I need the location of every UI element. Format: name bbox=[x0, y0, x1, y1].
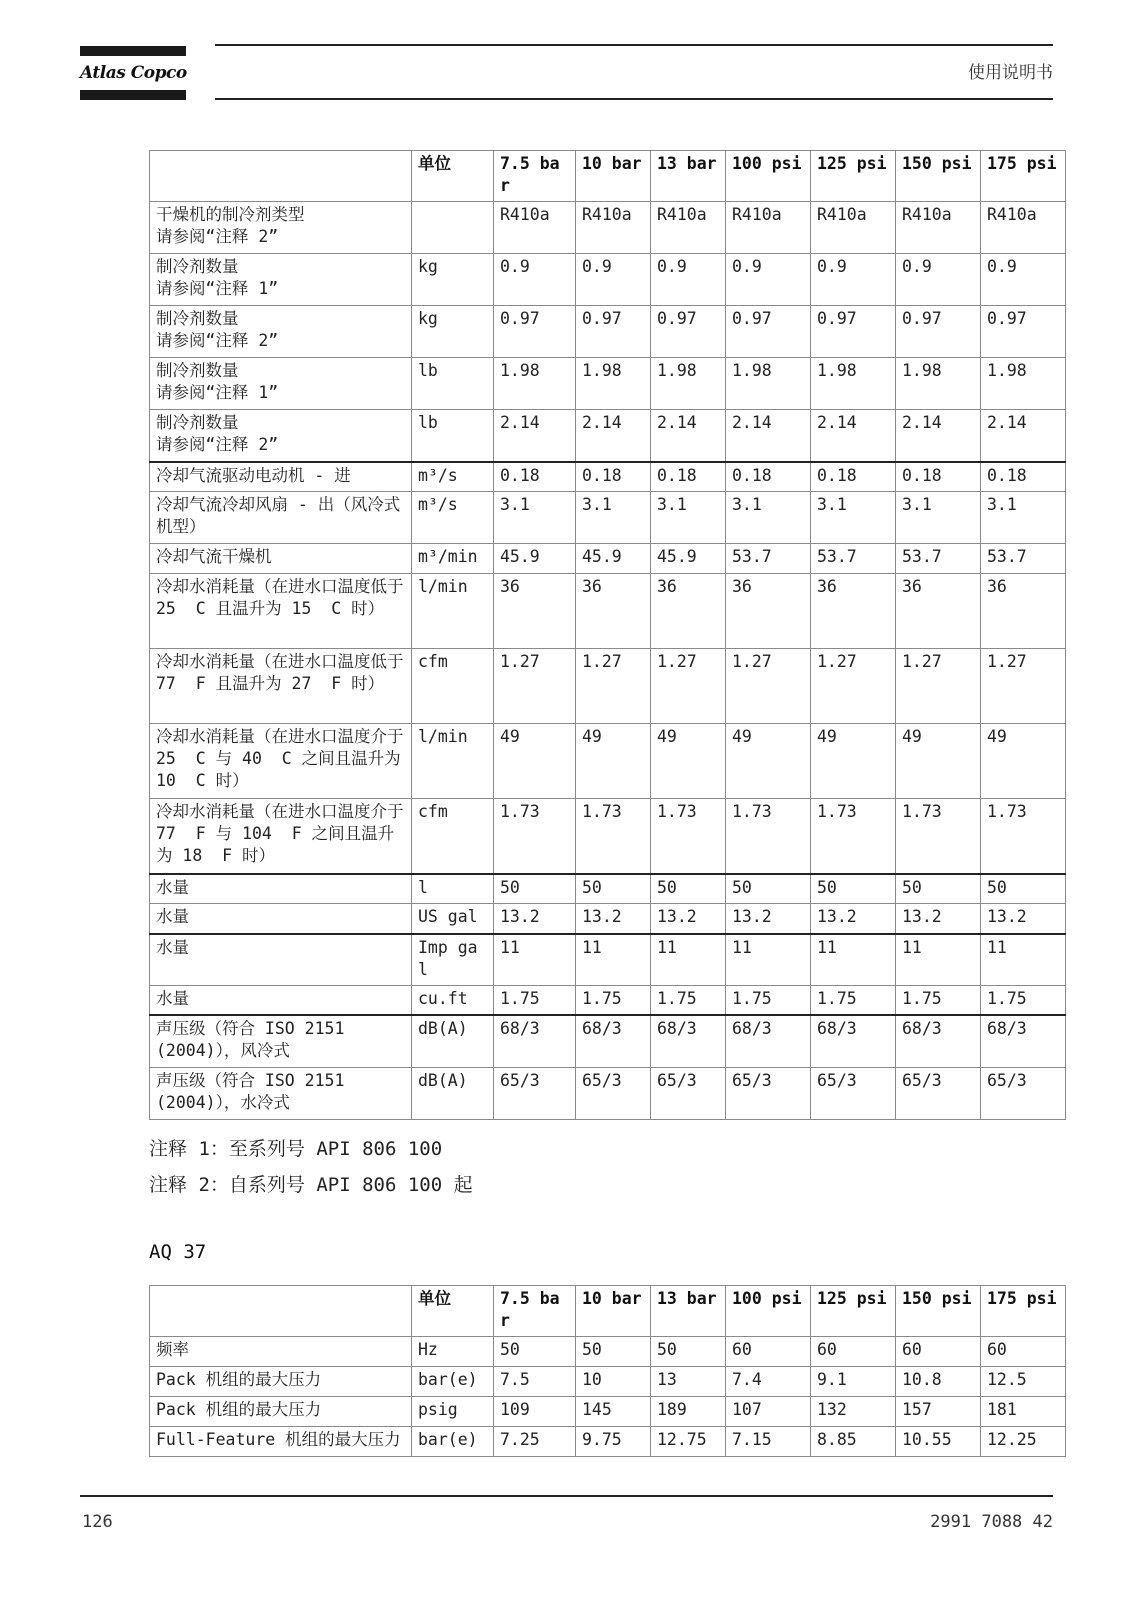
value-cell: 1.98 bbox=[811, 358, 896, 410]
value-cell: 12.75 bbox=[651, 1427, 726, 1457]
row-label-cell: Pack 机组的最大压力 bbox=[150, 1367, 412, 1397]
value-cell: R410a bbox=[811, 202, 896, 254]
value-cell: 0.9 bbox=[896, 254, 981, 306]
value-cell: 50 bbox=[651, 1337, 726, 1367]
value-cell: 0.9 bbox=[576, 254, 651, 306]
value-cell: 189 bbox=[651, 1397, 726, 1427]
row-label-cell: 水量 bbox=[150, 874, 412, 904]
value-cell: 1.27 bbox=[651, 649, 726, 724]
value-cell: 1.98 bbox=[494, 358, 576, 410]
value-cell: 65/3 bbox=[576, 1067, 651, 1119]
value-cell: 9.75 bbox=[576, 1427, 651, 1457]
value-cell: 0.97 bbox=[651, 306, 726, 358]
header-cell: 150 psi bbox=[896, 151, 981, 202]
value-cell: 65/3 bbox=[726, 1067, 811, 1119]
value-cell: 3.1 bbox=[726, 492, 811, 544]
value-cell: 36 bbox=[576, 574, 651, 649]
spec-table-2 bbox=[149, 1285, 1066, 1457]
unit-cell: cfm bbox=[412, 799, 494, 874]
value-cell: 68/3 bbox=[981, 1015, 1066, 1067]
value-cell: 10.55 bbox=[896, 1427, 981, 1457]
value-cell: 0.18 bbox=[981, 462, 1066, 492]
header-cell-item bbox=[150, 151, 412, 202]
value-cell: 49 bbox=[981, 724, 1066, 799]
value-cell: 7.5 bbox=[494, 1367, 576, 1397]
value-cell: 1.27 bbox=[494, 649, 576, 724]
value-cell: 36 bbox=[811, 574, 896, 649]
table-row bbox=[150, 1337, 1066, 1367]
unit-cell: dB(A) bbox=[412, 1067, 494, 1119]
row-label-cell: 声压级（符合 ISO 2151 (2004)），风冷式 bbox=[150, 1015, 412, 1067]
row-label-cell: Pack 机组的最大压力 bbox=[150, 1397, 412, 1427]
value-cell: 50 bbox=[494, 1337, 576, 1367]
value-cell: 50 bbox=[576, 1337, 651, 1367]
table-row bbox=[150, 306, 1066, 358]
value-cell: R410a bbox=[651, 202, 726, 254]
value-cell: 1.75 bbox=[811, 985, 896, 1015]
table-row bbox=[150, 1015, 1066, 1067]
table-row bbox=[150, 410, 1066, 462]
value-cell: 132 bbox=[811, 1397, 896, 1427]
unit-cell: psig bbox=[412, 1397, 494, 1427]
value-cell: 13.2 bbox=[811, 904, 896, 934]
header-cell: 7.5 bar bbox=[494, 1286, 576, 1337]
value-cell: 2.14 bbox=[576, 410, 651, 462]
table-row bbox=[150, 874, 1066, 904]
value-cell: 36 bbox=[896, 574, 981, 649]
value-cell: 7.4 bbox=[726, 1367, 811, 1397]
value-cell: 13.2 bbox=[576, 904, 651, 934]
section-title: AQ 37 bbox=[149, 1241, 207, 1263]
value-cell: 53.7 bbox=[981, 544, 1066, 574]
value-cell: 181 bbox=[981, 1397, 1066, 1427]
header-cell: 单位 bbox=[412, 1286, 494, 1337]
value-cell: 13.2 bbox=[651, 904, 726, 934]
header-cell: 13 bar bbox=[651, 151, 726, 202]
value-cell: 1.98 bbox=[981, 358, 1066, 410]
value-cell: 1.75 bbox=[981, 985, 1066, 1015]
value-cell: R410a bbox=[981, 202, 1066, 254]
logo-text: Atlas Copco bbox=[80, 63, 187, 83]
footer-rule bbox=[80, 1495, 1053, 1497]
value-cell: 0.9 bbox=[494, 254, 576, 306]
value-cell: 50 bbox=[494, 874, 576, 904]
value-cell: 11 bbox=[726, 934, 811, 986]
header-cell: 7.5 bar bbox=[494, 151, 576, 202]
value-cell: 50 bbox=[981, 874, 1066, 904]
value-cell: 68/3 bbox=[726, 1015, 811, 1067]
value-cell: 49 bbox=[726, 724, 811, 799]
value-cell: 49 bbox=[896, 724, 981, 799]
row-label-cell: 频率 bbox=[150, 1337, 412, 1367]
row-label-cell: 冷却气流干燥机 bbox=[150, 544, 412, 574]
unit-cell: lb bbox=[412, 358, 494, 410]
value-cell: 13.2 bbox=[494, 904, 576, 934]
value-cell: 0.9 bbox=[651, 254, 726, 306]
value-cell: 13.2 bbox=[981, 904, 1066, 934]
value-cell: 1.27 bbox=[726, 649, 811, 724]
unit-cell: cu.ft bbox=[412, 985, 494, 1015]
value-cell: 53.7 bbox=[811, 544, 896, 574]
value-cell: R410a bbox=[576, 202, 651, 254]
value-cell: 1.27 bbox=[811, 649, 896, 724]
header-cell: 单位 bbox=[412, 151, 494, 202]
value-cell: 45.9 bbox=[576, 544, 651, 574]
unit-cell: US gal bbox=[412, 904, 494, 934]
unit-cell: lb bbox=[412, 410, 494, 462]
value-cell: 60 bbox=[981, 1337, 1066, 1367]
value-cell: 11 bbox=[651, 934, 726, 986]
row-label-cell: 冷却气流驱动电动机 - 进 bbox=[150, 462, 412, 492]
value-cell: 3.1 bbox=[651, 492, 726, 544]
header-cell: 100 psi bbox=[726, 1286, 811, 1337]
value-cell: 60 bbox=[811, 1337, 896, 1367]
unit-cell: Hz bbox=[412, 1337, 494, 1367]
value-cell: 1.73 bbox=[726, 799, 811, 874]
table-header-row bbox=[150, 151, 1066, 202]
value-cell: 49 bbox=[576, 724, 651, 799]
value-cell: 49 bbox=[494, 724, 576, 799]
value-cell: 0.18 bbox=[494, 462, 576, 492]
value-cell: 109 bbox=[494, 1397, 576, 1427]
header-top-rule bbox=[215, 44, 1053, 46]
value-cell: 65/3 bbox=[651, 1067, 726, 1119]
value-cell: 2.14 bbox=[896, 410, 981, 462]
value-cell: 1.98 bbox=[576, 358, 651, 410]
row-label-cell: 冷却水消耗量（在进水口温度低于 25 C 且温升为 15 C 时） bbox=[150, 574, 412, 649]
value-cell: 36 bbox=[651, 574, 726, 649]
value-cell: 1.73 bbox=[981, 799, 1066, 874]
value-cell: 12.5 bbox=[981, 1367, 1066, 1397]
value-cell: 2.14 bbox=[811, 410, 896, 462]
value-cell: 49 bbox=[651, 724, 726, 799]
value-cell: 1.73 bbox=[896, 799, 981, 874]
value-cell: 50 bbox=[726, 874, 811, 904]
value-cell: 1.98 bbox=[896, 358, 981, 410]
value-cell: 1.75 bbox=[896, 985, 981, 1015]
unit-cell: bar(e) bbox=[412, 1427, 494, 1457]
unit-cell: m³/s bbox=[412, 492, 494, 544]
table-row bbox=[150, 1427, 1066, 1457]
value-cell: 7.15 bbox=[726, 1427, 811, 1457]
value-cell: 3.1 bbox=[811, 492, 896, 544]
table-row bbox=[150, 904, 1066, 934]
value-cell: 53.7 bbox=[726, 544, 811, 574]
value-cell: 11 bbox=[494, 934, 576, 986]
value-cell: 107 bbox=[726, 1397, 811, 1427]
unit-cell: Imp gal bbox=[412, 934, 494, 986]
value-cell: 50 bbox=[651, 874, 726, 904]
unit-cell: kg bbox=[412, 254, 494, 306]
table-row bbox=[150, 649, 1066, 724]
table-row bbox=[150, 254, 1066, 306]
value-cell: 68/3 bbox=[651, 1015, 726, 1067]
value-cell: 1.98 bbox=[651, 358, 726, 410]
value-cell: 50 bbox=[896, 874, 981, 904]
unit-cell: bar(e) bbox=[412, 1367, 494, 1397]
unit-cell: m³/min bbox=[412, 544, 494, 574]
value-cell: 65/3 bbox=[896, 1067, 981, 1119]
note-1: 注释 1：至系列号 API 806 100 bbox=[149, 1138, 443, 1160]
table-row bbox=[150, 799, 1066, 874]
value-cell: 0.97 bbox=[576, 306, 651, 358]
value-cell: 1.27 bbox=[896, 649, 981, 724]
logo-top-bar bbox=[80, 46, 186, 56]
value-cell: 11 bbox=[896, 934, 981, 986]
row-label-cell: 制冷剂数量 请参阅“注释 1” bbox=[150, 254, 412, 306]
unit-cell bbox=[412, 202, 494, 254]
value-cell: 60 bbox=[896, 1337, 981, 1367]
unit-cell: l bbox=[412, 874, 494, 904]
value-cell: 65/3 bbox=[811, 1067, 896, 1119]
value-cell: 0.97 bbox=[811, 306, 896, 358]
table-row bbox=[150, 358, 1066, 410]
table-row bbox=[150, 934, 1066, 986]
value-cell: 11 bbox=[576, 934, 651, 986]
unit-cell: dB(A) bbox=[412, 1015, 494, 1067]
value-cell: 1.75 bbox=[651, 985, 726, 1015]
value-cell: 2.14 bbox=[494, 410, 576, 462]
header-cell: 13 bar bbox=[651, 1286, 726, 1337]
spec-table-1 bbox=[149, 150, 1066, 1120]
value-cell: R410a bbox=[726, 202, 811, 254]
value-cell: 68/3 bbox=[576, 1015, 651, 1067]
value-cell: 3.1 bbox=[981, 492, 1066, 544]
value-cell: 10.8 bbox=[896, 1367, 981, 1397]
value-cell: 0.18 bbox=[896, 462, 981, 492]
value-cell: 36 bbox=[494, 574, 576, 649]
unit-cell: kg bbox=[412, 306, 494, 358]
table-row bbox=[150, 1067, 1066, 1119]
value-cell: 1.98 bbox=[726, 358, 811, 410]
unit-cell: l/min bbox=[412, 574, 494, 649]
value-cell: 0.18 bbox=[576, 462, 651, 492]
unit-cell: cfm bbox=[412, 649, 494, 724]
header-cell: 10 bar bbox=[576, 1286, 651, 1337]
value-cell: 7.25 bbox=[494, 1427, 576, 1457]
value-cell: 1.73 bbox=[494, 799, 576, 874]
row-label-cell: 冷却气流冷却风扇 - 出（风冷式机型） bbox=[150, 492, 412, 544]
row-label-cell: 制冷剂数量 请参阅“注释 1” bbox=[150, 358, 412, 410]
value-cell: 36 bbox=[726, 574, 811, 649]
value-cell: R410a bbox=[494, 202, 576, 254]
value-cell: 9.1 bbox=[811, 1367, 896, 1397]
value-cell: 0.97 bbox=[896, 306, 981, 358]
table-row bbox=[150, 1397, 1066, 1427]
value-cell: 13.2 bbox=[896, 904, 981, 934]
value-cell: 0.97 bbox=[726, 306, 811, 358]
value-cell: 1.75 bbox=[576, 985, 651, 1015]
table-row bbox=[150, 544, 1066, 574]
document-type: 使用说明书 bbox=[968, 63, 1053, 83]
value-cell: 68/3 bbox=[896, 1015, 981, 1067]
value-cell: 0.97 bbox=[494, 306, 576, 358]
value-cell: 1.75 bbox=[726, 985, 811, 1015]
header-cell: 175 psi bbox=[981, 1286, 1066, 1337]
value-cell: R410a bbox=[896, 202, 981, 254]
value-cell: 2.14 bbox=[651, 410, 726, 462]
row-label-cell: 冷却水消耗量（在进水口温度介于 77 F 与 104 F 之间且温升为 18 F 时） bbox=[150, 799, 412, 874]
value-cell: 45.9 bbox=[494, 544, 576, 574]
row-label-cell: 制冷剂数量 请参阅“注释 2” bbox=[150, 410, 412, 462]
table-row bbox=[150, 492, 1066, 544]
value-cell: 8.85 bbox=[811, 1427, 896, 1457]
note-2: 注释 2：自系列号 API 806 100 起 bbox=[149, 1174, 473, 1196]
value-cell: 145 bbox=[576, 1397, 651, 1427]
header-cell: 175 psi bbox=[981, 151, 1066, 202]
value-cell: 65/3 bbox=[981, 1067, 1066, 1119]
row-label-cell: 水量 bbox=[150, 934, 412, 986]
value-cell: 2.14 bbox=[981, 410, 1066, 462]
value-cell: 1.27 bbox=[981, 649, 1066, 724]
row-label-cell: 冷却水消耗量（在进水口温度低于 77 F 且温升为 27 F 时） bbox=[150, 649, 412, 724]
document-number: 2991 7088 42 bbox=[930, 1512, 1053, 1532]
header-bottom-rule bbox=[215, 98, 1053, 100]
value-cell: 10 bbox=[576, 1367, 651, 1397]
row-label-cell: 水量 bbox=[150, 985, 412, 1015]
value-cell: 1.73 bbox=[651, 799, 726, 874]
row-label-cell: 水量 bbox=[150, 904, 412, 934]
table-row bbox=[150, 985, 1066, 1015]
value-cell: 50 bbox=[576, 874, 651, 904]
value-cell: 0.9 bbox=[981, 254, 1066, 306]
atlas-copco-logo bbox=[80, 46, 186, 100]
row-label-cell: 干燥机的制冷剂类型 请参阅“注释 2” bbox=[150, 202, 412, 254]
header-cell: 10 bar bbox=[576, 151, 651, 202]
row-label-cell: 制冷剂数量 请参阅“注释 2” bbox=[150, 306, 412, 358]
value-cell: 1.75 bbox=[494, 985, 576, 1015]
value-cell: 3.1 bbox=[494, 492, 576, 544]
value-cell: 12.25 bbox=[981, 1427, 1066, 1457]
value-cell: 1.73 bbox=[811, 799, 896, 874]
value-cell: 60 bbox=[726, 1337, 811, 1367]
value-cell: 3.1 bbox=[576, 492, 651, 544]
value-cell: 11 bbox=[811, 934, 896, 986]
value-cell: 0.18 bbox=[811, 462, 896, 492]
unit-cell: l/min bbox=[412, 724, 494, 799]
value-cell: 68/3 bbox=[494, 1015, 576, 1067]
unit-cell: m³/s bbox=[412, 462, 494, 492]
value-cell: 1.73 bbox=[576, 799, 651, 874]
value-cell: 2.14 bbox=[726, 410, 811, 462]
table-header-row bbox=[150, 1286, 1066, 1337]
logo-bottom-bar bbox=[80, 90, 186, 100]
value-cell: 0.18 bbox=[726, 462, 811, 492]
header-cell: 125 psi bbox=[811, 1286, 896, 1337]
row-label-cell: Full-Feature 机组的最大压力 bbox=[150, 1427, 412, 1457]
value-cell: 11 bbox=[981, 934, 1066, 986]
value-cell: 13 bbox=[651, 1367, 726, 1397]
value-cell: 45.9 bbox=[651, 544, 726, 574]
header-cell: 125 psi bbox=[811, 151, 896, 202]
row-label-cell: 声压级（符合 ISO 2151 (2004)），水冷式 bbox=[150, 1067, 412, 1119]
table-row bbox=[150, 1367, 1066, 1397]
header-cell: 150 psi bbox=[896, 1286, 981, 1337]
header-cell-item bbox=[150, 1286, 412, 1337]
value-cell: 157 bbox=[896, 1397, 981, 1427]
value-cell: 65/3 bbox=[494, 1067, 576, 1119]
value-cell: 1.27 bbox=[576, 649, 651, 724]
value-cell: 0.9 bbox=[726, 254, 811, 306]
value-cell: 13.2 bbox=[726, 904, 811, 934]
value-cell: 36 bbox=[981, 574, 1066, 649]
value-cell: 0.97 bbox=[981, 306, 1066, 358]
value-cell: 49 bbox=[811, 724, 896, 799]
page-number: 126 bbox=[82, 1512, 113, 1532]
value-cell: 53.7 bbox=[896, 544, 981, 574]
row-label-cell: 冷却水消耗量（在进水口温度介于 25 C 与 40 C 之间且温升为 10 C 时） bbox=[150, 724, 412, 799]
value-cell: 0.9 bbox=[811, 254, 896, 306]
value-cell: 3.1 bbox=[896, 492, 981, 544]
table-row bbox=[150, 462, 1066, 492]
value-cell: 68/3 bbox=[811, 1015, 896, 1067]
value-cell: 0.18 bbox=[651, 462, 726, 492]
table-row bbox=[150, 724, 1066, 799]
table-row bbox=[150, 202, 1066, 254]
header-cell: 100 psi bbox=[726, 151, 811, 202]
value-cell: 50 bbox=[811, 874, 896, 904]
table-row bbox=[150, 574, 1066, 649]
